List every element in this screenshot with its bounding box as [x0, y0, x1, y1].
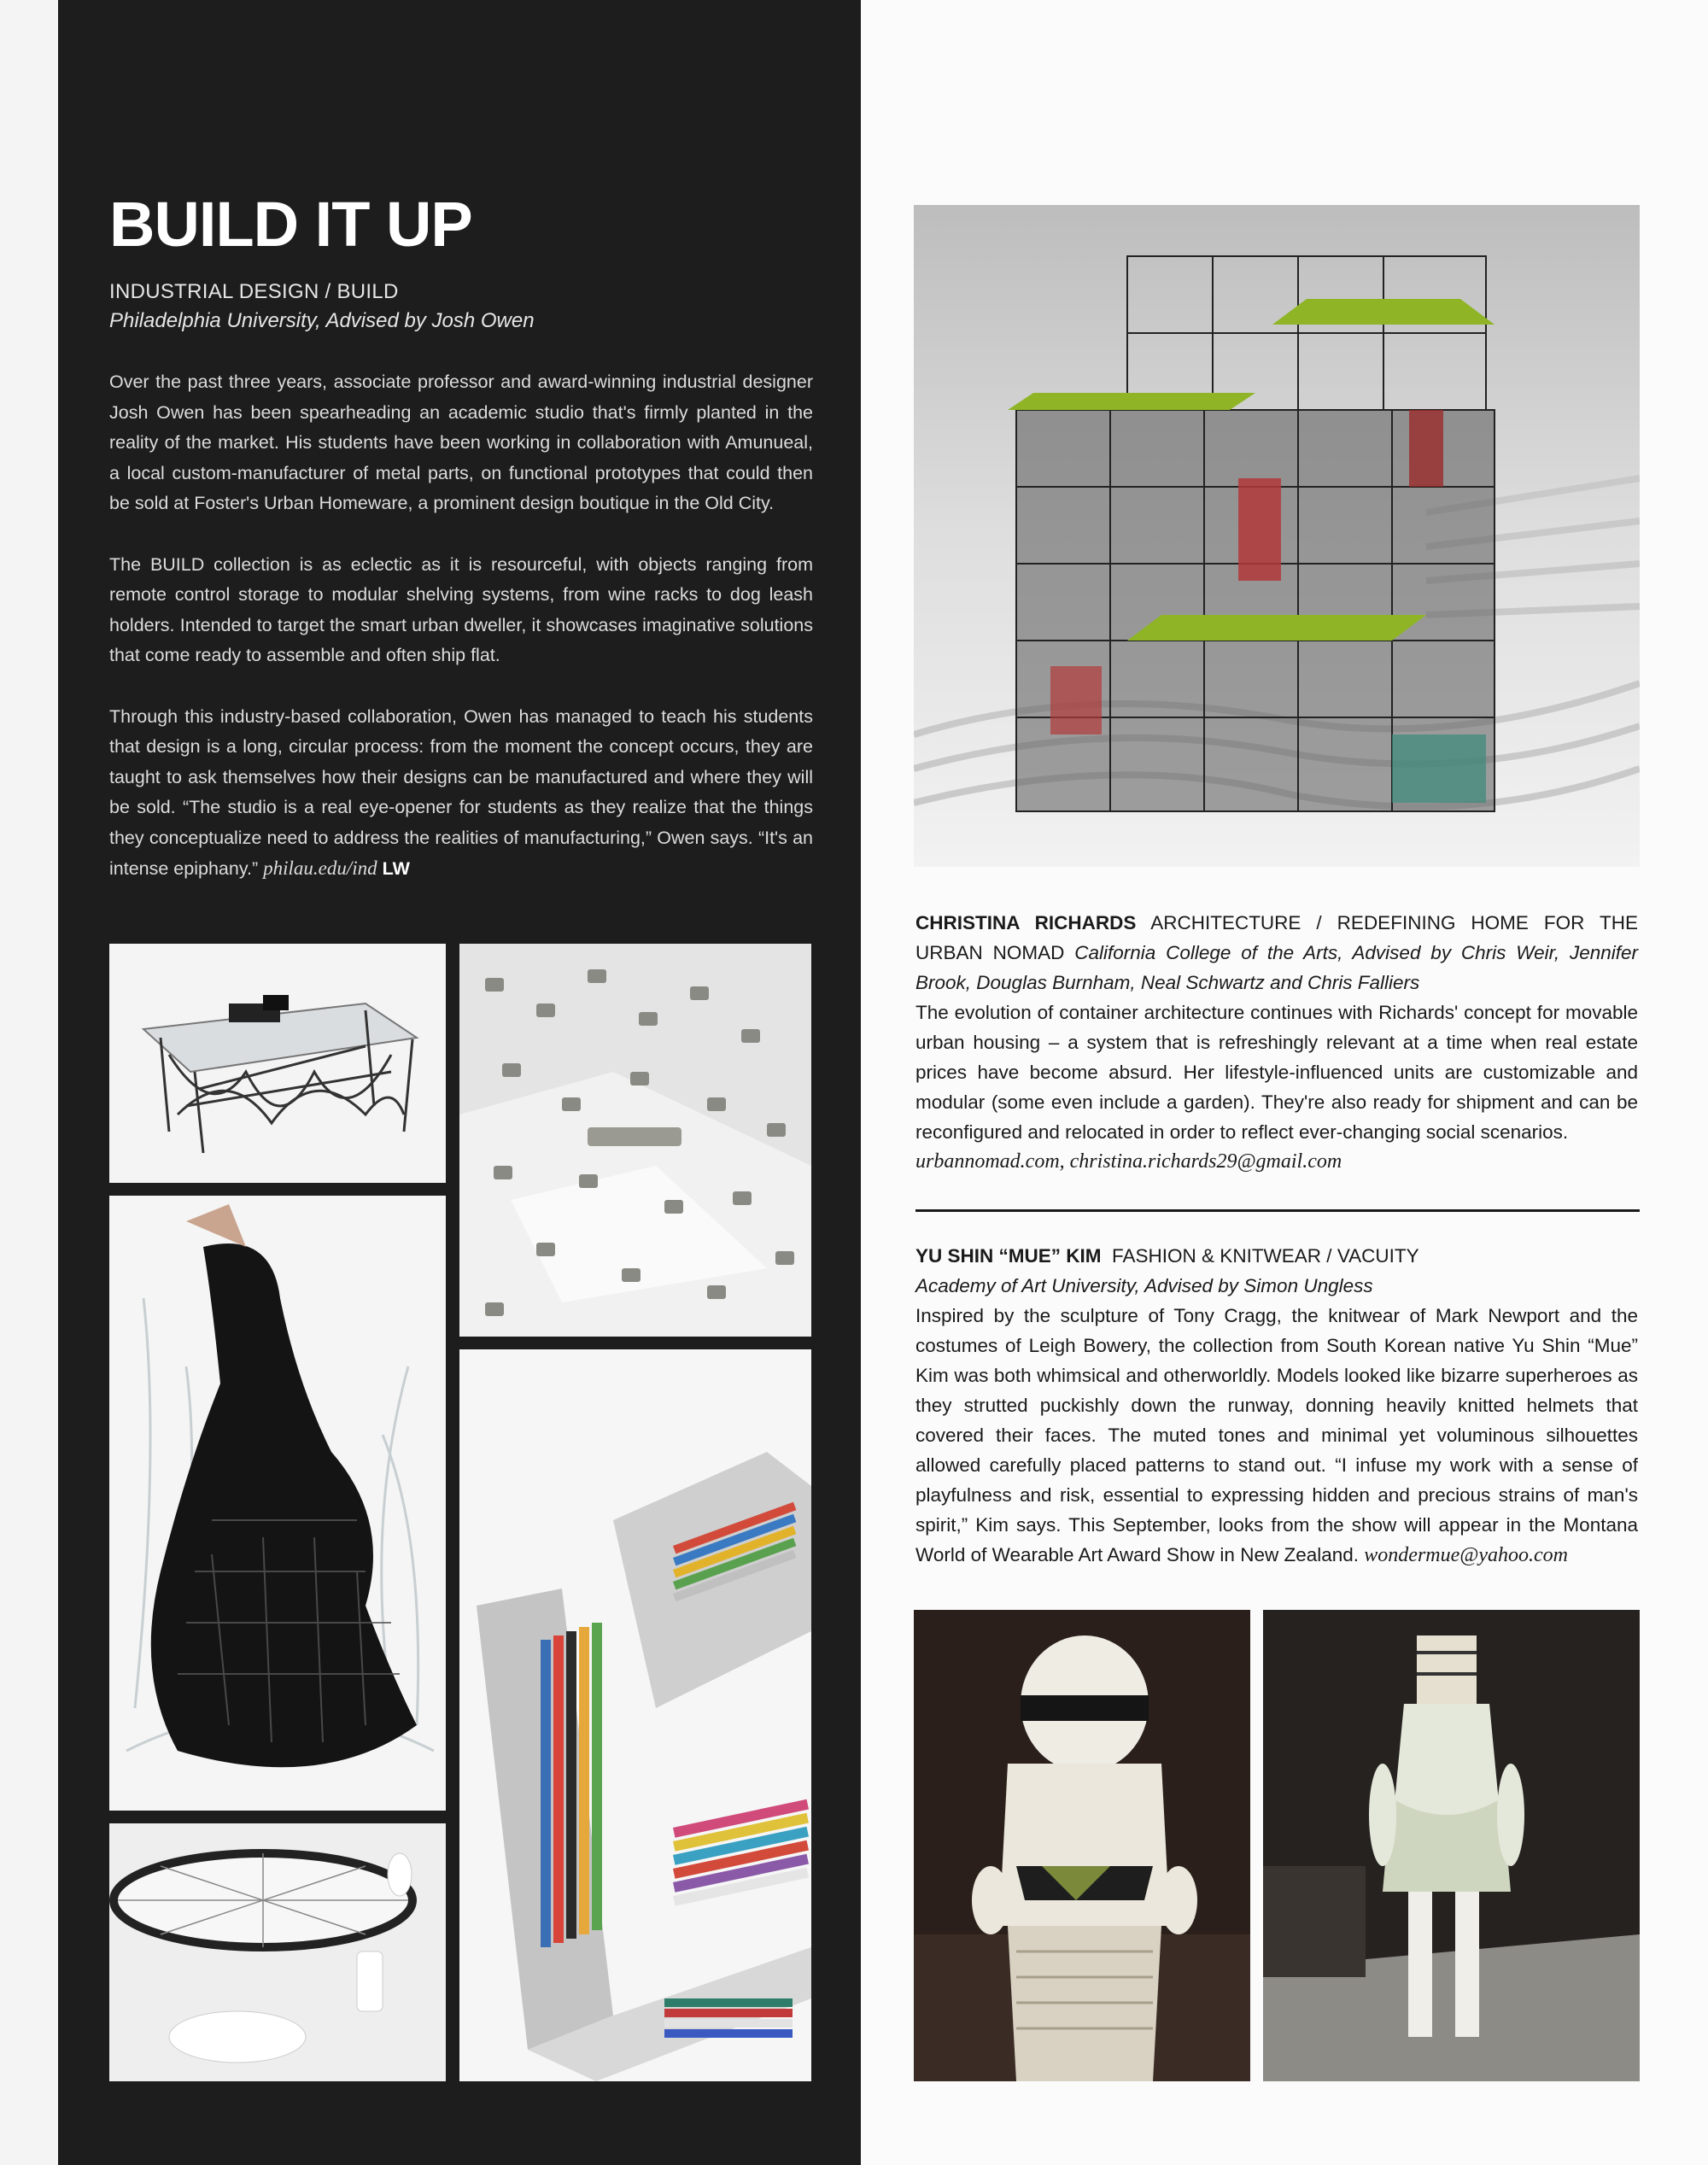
feature-paragraph-text: Through this industry-based collaboration, Owen has managed to teach his students that design is a long, circular process: from the moment the concept occurs, they are taught to ask themselves how their designs can be manufactured and where they will be sold. “The studio is a real eye-opener for students as they realize that the things they conceptualize need to address the realities of manufacturing,” Owen says. “It's an intense epiphany.”: [109, 705, 813, 879]
photo-wheel-tray: [109, 1823, 446, 2081]
kim-heading: [915, 1241, 1638, 1271]
section-divider: [915, 1209, 1640, 1212]
feature-school-advisor: Philadelphia University, Advised by Josh Owen: [109, 309, 535, 332]
kim-school-advisor: Academy of Art University, Advised by Simon Ungless: [915, 1275, 1373, 1296]
photo-magazine-shelf: [459, 1349, 811, 2081]
kim-body: Inspired by the sculpture of Tony Cragg, the knitwear of Mark Newport and the costumes of Leigh Bowery, the collection from South Korean native Yu Shin “Mue” Kim was both whimsical and otherworldly. Models looked like bizarre superheroes as they strutted puckishly down the runway, donning heavily knitted helmets that covered their faces. The muted tones and minimal yet voluminous silhouettes allowed carefully placed patterns to stand out. “I infuse my work with a sense of playfulness and risk, essential to expressing hidden and precious strains of man's spirit,” Kim says. This September, looks from the show will appear in the Montana World of Wearable Art Award Show in New Zealand.: [915, 1305, 1638, 1565]
photo-runway-look-2: [1263, 1610, 1640, 2081]
kim-body-wrap: [915, 1301, 1638, 1571]
richards-school-advisor: California College of the Arts, Advised by Chris Weir, Jennifer Brook, Douglas Burnham, Neal Schwartz and Chris Falliers: [915, 942, 1638, 993]
page-margin: [0, 0, 58, 2165]
richards-body: The evolution of container architecture continues with Richards' concept for movable urban housing – a system that is refreshingly relevant at a time when real estate prices have become absurd. Her lifestyle-influenced units are customizable and modular (some even include a garden). They're also ready for shipment and can be reconfigured and relocated in order to reflect ever-changing social scenarios.: [915, 1002, 1638, 1143]
feature-paragraph: Over the past three years, associate professor and award-winning industrial designer Josh Owen has been spearheading an academic studio that's firmly planted in the reality of the market. His students have been working in collaboration with Amunueal, a local custom-manufacturer of metal parts, on functional prototypes that could then be sold at Foster's Urban Homeware, a prominent design boutique in the Old City.: [109, 372, 813, 513]
kim-entry: [915, 1241, 1638, 1571]
feature-paragraph: The BUILD collection is as eclectic as it is resourceful, with objects ranging from remote control storage to modular shelving systems, from wine racks to dog leash holders. Intended to target the smart urban dweller, it showcases imaginative solutions that come ready to assemble and often ship flat.: [109, 553, 813, 665]
richards-category: ARCHITECTURE / REDEFINING HOME FOR THE URBAN NOMAD: [915, 912, 1639, 963]
richards-links[interactable]: urbannomad.com, christina.richards29@gmail.com: [915, 1150, 1342, 1173]
feature-category: INDUSTRIAL DESIGN / BUILD: [109, 280, 399, 303]
richards-name: CHRISTINA RICHARDS: [915, 912, 1137, 933]
feature-byline: LW: [382, 858, 410, 879]
photo-keycap-hooks: [459, 944, 811, 1337]
photo-runway-look-1: [914, 1610, 1250, 2081]
feature-body: [109, 367, 813, 916]
kim-link[interactable]: wondermue@yahoo.com: [1364, 1544, 1568, 1566]
photo-black-net-sculpture: [109, 1196, 446, 1811]
richards-heading: [915, 908, 1638, 998]
kim-category: FASHION & KNITWEAR / VACUITY: [1112, 1245, 1419, 1267]
feature-link[interactable]: philau.edu/ind: [263, 857, 377, 879]
photo-wire-table: [109, 944, 446, 1183]
photo-container-architecture: [914, 205, 1640, 867]
richards-entry: [915, 908, 1638, 1177]
feature-paragraph-last: [109, 702, 813, 885]
kim-name: YU SHIN “MUE” KIM: [915, 1245, 1102, 1267]
feature-title: BUILD IT UP: [109, 189, 472, 260]
